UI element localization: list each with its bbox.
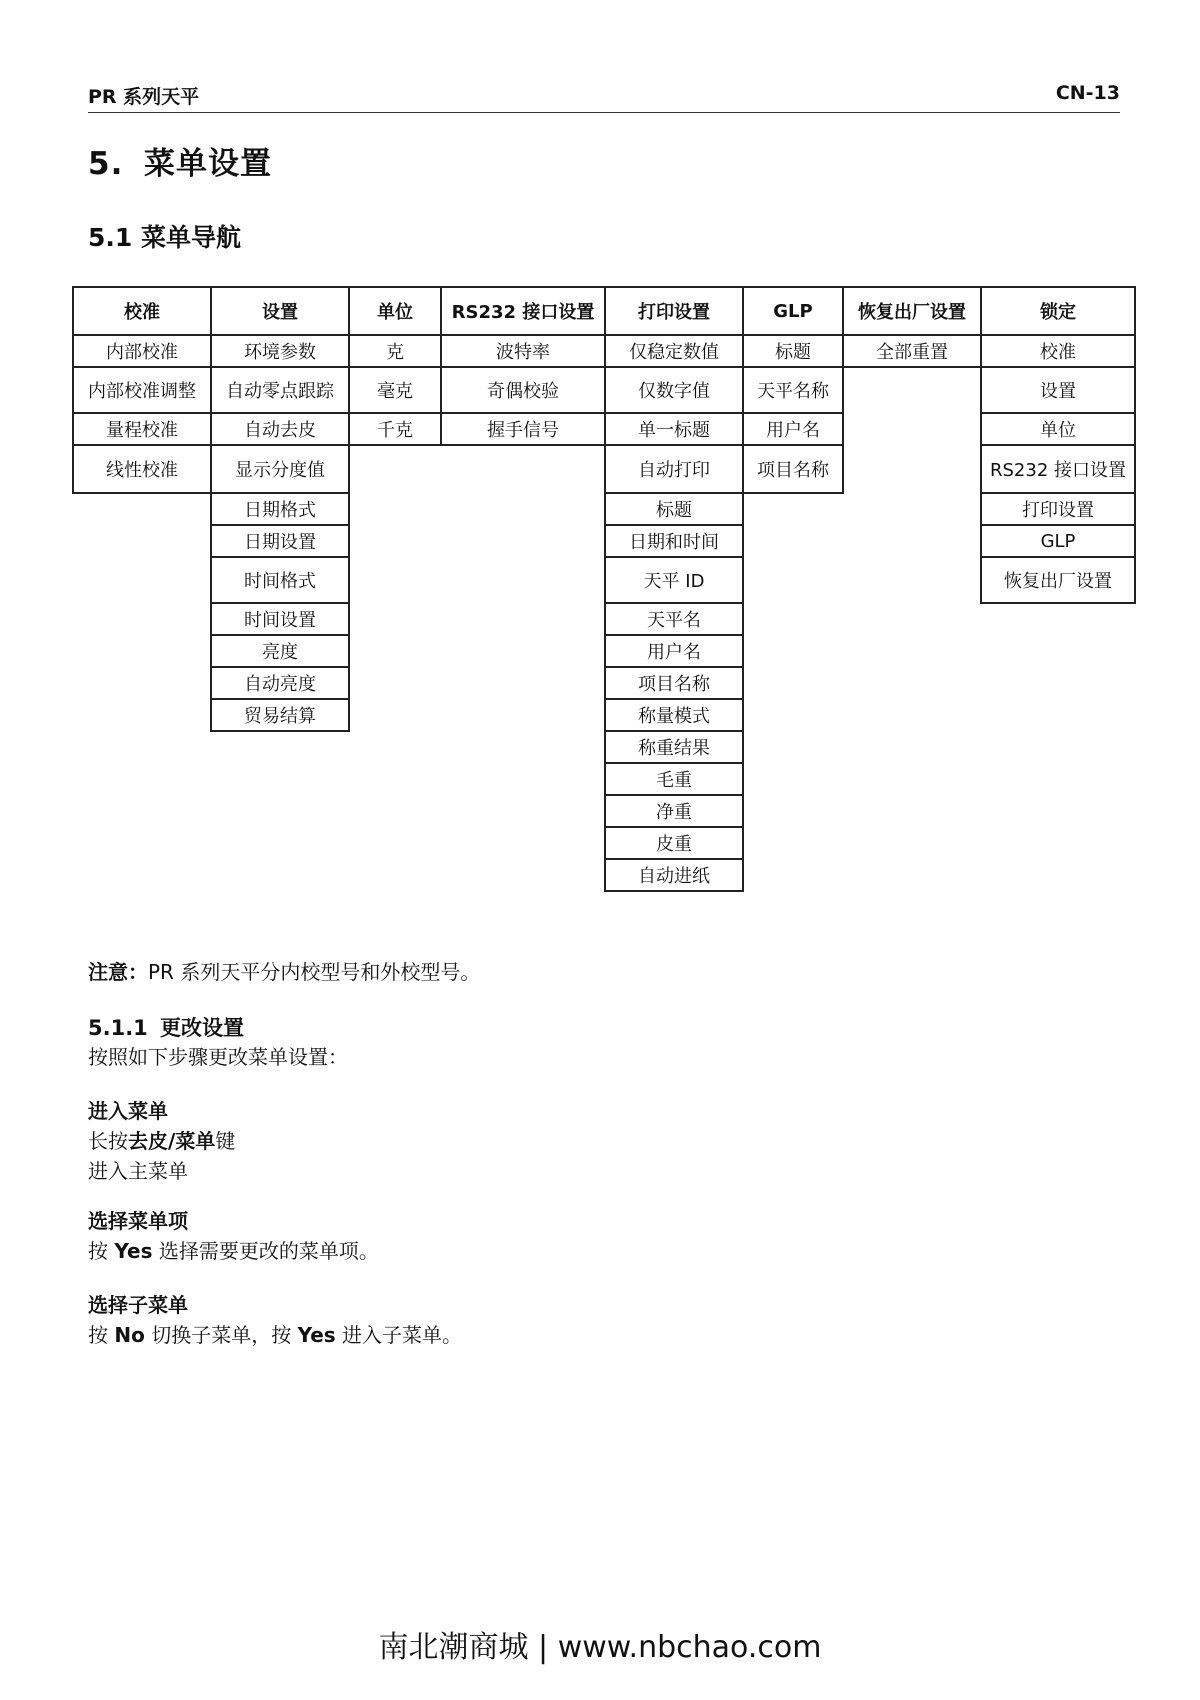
menu-item: 克 — [348, 334, 442, 368]
note — [88, 956, 480, 985]
step-select-submenu — [88, 1290, 462, 1350]
menu-column-lock — [980, 286, 1136, 604]
menu-column-glp — [742, 286, 844, 494]
step-title: 进入菜单 — [88, 1099, 168, 1123]
menu-item: 设置 — [980, 366, 1136, 414]
step-enter-menu — [88, 1096, 235, 1186]
menu-item: 校准 — [980, 334, 1136, 368]
section-title — [88, 138, 272, 183]
menu-item: 自动打印 — [604, 444, 744, 494]
menu-column-factory-reset — [842, 286, 982, 368]
menu-item: 自动零点跟踪 — [210, 366, 350, 414]
menu-column-header: GLP — [742, 286, 844, 336]
menu-item: 天平名 — [604, 602, 744, 636]
step-text-pre: 长按 — [88, 1129, 128, 1153]
step-text-pre: 按 — [88, 1239, 115, 1263]
menu-column-header: RS232 接口设置 — [440, 286, 606, 336]
step-key-no: No — [114, 1323, 145, 1347]
footer-watermark: 南北潮商城 | www.nbchao.com — [378, 1630, 822, 1665]
menu-item: 用户名 — [742, 412, 844, 446]
menu-column-rs232 — [440, 286, 606, 446]
step-text-post: 键 — [215, 1129, 236, 1153]
menu-item: 显示分度值 — [210, 444, 350, 494]
note-text: PR 系列天平分内校型号和外校型号。 — [148, 960, 481, 984]
menu-item: 线性校准 — [72, 444, 212, 494]
menu-item: GLP — [980, 524, 1136, 558]
step-text-post: 选择需要更改的菜单项。 — [152, 1239, 379, 1263]
menu-item: 亮度 — [210, 634, 350, 668]
menu-item: 称重结果 — [604, 730, 744, 764]
menu-item: 日期格式 — [210, 492, 350, 526]
intro-text: 按照如下步骤更改菜单设置： — [88, 1045, 348, 1069]
step-title: 选择子菜单 — [88, 1293, 188, 1317]
menu-item: 自动亮度 — [210, 666, 350, 700]
menu-item: 自动去皮 — [210, 412, 350, 446]
menu-item: 标题 — [604, 492, 744, 526]
menu-item: 天平名称 — [742, 366, 844, 414]
menu-item: 内部校准 — [72, 334, 212, 368]
menu-item: 用户名 — [604, 634, 744, 668]
step-text — [88, 1129, 235, 1153]
menu-item: 项目名称 — [604, 666, 744, 700]
menu-item: 时间设置 — [210, 602, 350, 636]
menu-item: 奇偶校验 — [440, 366, 606, 414]
menu-item: 波特率 — [440, 334, 606, 368]
menu-item: 单一标题 — [604, 412, 744, 446]
menu-column-calibration — [72, 286, 212, 494]
step-key-yes: Yes — [297, 1323, 336, 1347]
subsubsection-title-text: 更改设置 — [160, 1016, 244, 1040]
step-select-item — [88, 1206, 379, 1266]
menu-column-header: 校准 — [72, 286, 212, 336]
menu-item: 标题 — [742, 334, 844, 368]
menu-item: 环境参数 — [210, 334, 350, 368]
menu-item: 恢复出厂设置 — [980, 556, 1136, 604]
menu-column-settings — [210, 286, 350, 732]
step-key: Yes — [114, 1239, 153, 1263]
header-title: PR 系列天平 — [88, 86, 200, 108]
subsubsection-number: 5.1.1 — [88, 1016, 148, 1040]
menu-column-header: 恢复出厂设置 — [842, 286, 982, 336]
section-number: 5. — [88, 146, 124, 182]
step-text-line2: 进入主菜单 — [88, 1159, 188, 1183]
menu-item: 仅数字值 — [604, 366, 744, 414]
menu-item: 毫克 — [348, 366, 442, 414]
step-key: 去皮/菜单 — [128, 1129, 216, 1153]
menu-item: 内部校准调整 — [72, 366, 212, 414]
menu-item: 称量模式 — [604, 698, 744, 732]
menu-column-print — [604, 286, 744, 892]
menu-item: 天平 ID — [604, 556, 744, 604]
menu-column-units — [348, 286, 442, 446]
menu-item: 全部重置 — [842, 334, 982, 368]
section-title-text: 菜单设置 — [144, 146, 272, 182]
step-text-mid: 切换子菜单，按 — [144, 1323, 298, 1347]
menu-item: 千克 — [348, 412, 442, 446]
menu-item: 自动进纸 — [604, 858, 744, 892]
menu-item: 日期和时间 — [604, 524, 744, 558]
menu-item: 握手信号 — [440, 412, 606, 446]
menu-item: 单位 — [980, 412, 1136, 446]
menu-item: 时间格式 — [210, 556, 350, 604]
step-text-post: 进入子菜单。 — [335, 1323, 463, 1347]
page-number: CN-13 — [1055, 82, 1120, 104]
menu-item: 项目名称 — [742, 444, 844, 494]
menu-item: 净重 — [604, 794, 744, 828]
menu-item: RS232 接口设置 — [980, 444, 1136, 494]
subsubsection-title — [88, 1012, 244, 1042]
subsection-title: 5.1 菜单导航 — [88, 223, 241, 252]
menu-item: 量程校准 — [72, 412, 212, 446]
step-text-pre: 按 — [88, 1323, 115, 1347]
menu-column-header: 锁定 — [980, 286, 1136, 336]
menu-item: 日期设置 — [210, 524, 350, 558]
note-label: 注意： — [88, 960, 148, 984]
menu-item: 皮重 — [604, 826, 744, 860]
menu-item: 仅稳定数值 — [604, 334, 744, 368]
step-title: 选择菜单项 — [88, 1209, 188, 1233]
menu-item: 贸易结算 — [210, 698, 350, 732]
page-header — [88, 80, 1120, 113]
menu-item: 毛重 — [604, 762, 744, 796]
menu-item: 打印设置 — [980, 492, 1136, 526]
menu-column-header: 单位 — [348, 286, 442, 336]
menu-column-header: 打印设置 — [604, 286, 744, 336]
menu-column-header: 设置 — [210, 286, 350, 336]
